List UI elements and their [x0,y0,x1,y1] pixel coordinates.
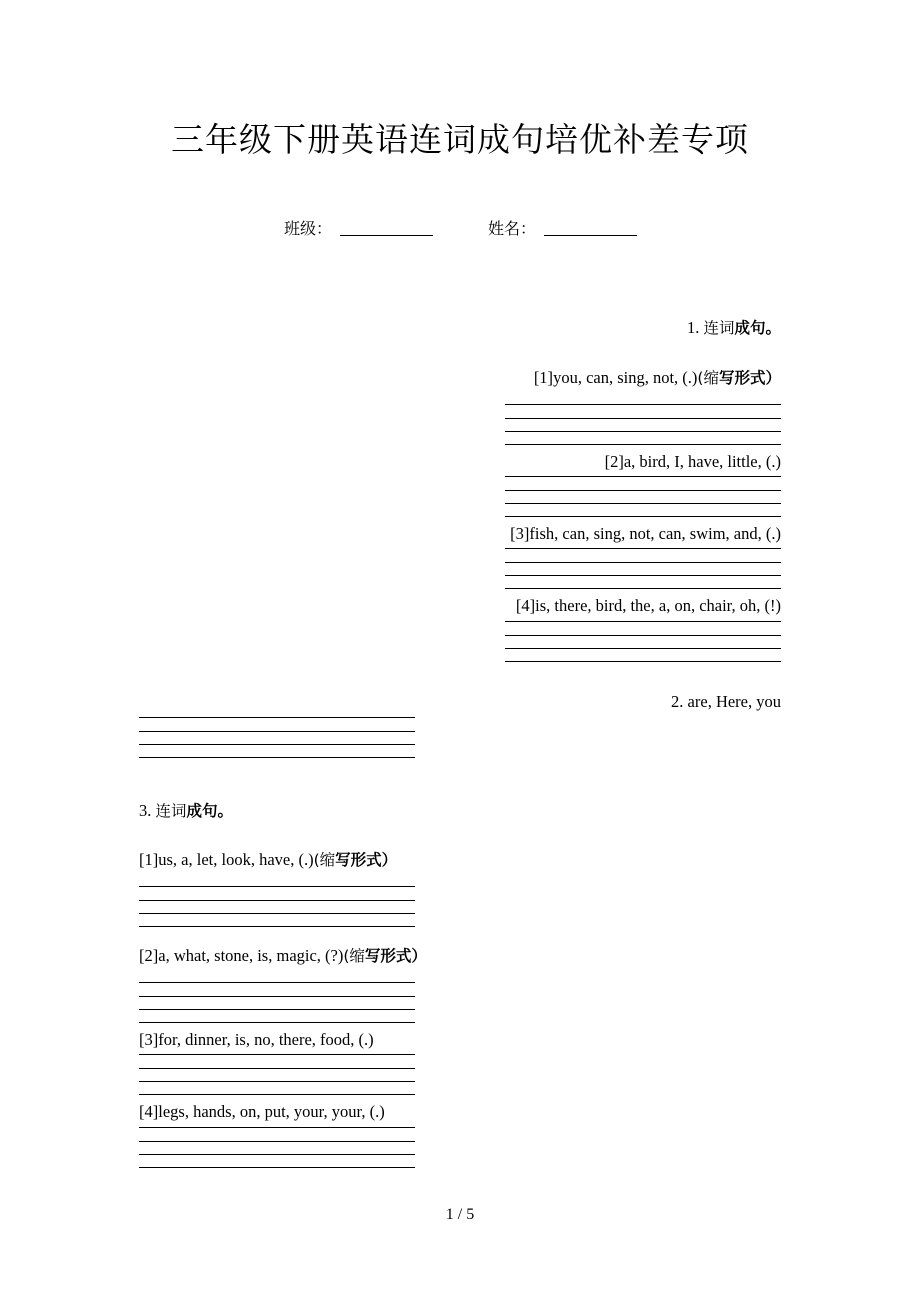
item-number: [2] [139,946,159,965]
answer-line [505,661,781,662]
answer-line [139,1081,415,1082]
section3-item-4 [139,1102,385,1122]
item-note-a: (缩 [697,369,719,387]
section1-item-1 [534,366,781,388]
answer-line [139,1094,415,1095]
answer-line [139,1022,415,1023]
item-words: fish, can, sing, not, can, swim, and, (.) [529,524,781,543]
section3-number: 3. [139,801,152,820]
item-words: us, a, let, look, have, (.) [158,850,314,869]
item-words: a, what, stone, is, magic, (?) [158,946,344,965]
section1-heading-a: 连词 [703,319,735,337]
section1-item-4 [516,596,781,616]
item-words: a, bird, I, have, little, (.) [623,452,781,471]
name-label: 姓名： [488,219,537,238]
answer-line [505,418,781,419]
answer-line [505,575,781,576]
item-note-b: 写形式） [364,947,427,965]
name-blank-line [544,235,637,236]
answer-line [505,503,781,504]
item-note-a: (缩 [343,947,365,965]
section3-heading-b: 成句。 [186,802,234,820]
answer-line [139,1127,415,1128]
section2-number: 2. [671,692,684,711]
answer-line [139,900,415,901]
answer-line [139,744,415,745]
item-words: for, dinner, is, no, there, food, (.) [158,1030,374,1049]
answer-line [139,913,415,914]
section1-heading [687,316,781,338]
section3-item-1 [139,848,397,870]
answer-line [139,996,415,997]
item-number: [4] [139,1102,159,1121]
item-words: legs, hands, on, put, your, your, (.) [158,1102,385,1121]
class-label: 班级： [284,219,333,238]
section1-item-3 [510,524,781,544]
section2-words: are, Here, you [687,692,781,711]
answer-line [505,635,781,636]
item-note-a: (缩 [313,851,336,869]
answer-line [139,1068,415,1069]
answer-line [505,476,781,477]
answer-line [505,648,781,649]
item-number: [3] [510,524,530,543]
answer-line [139,1009,415,1010]
answer-line [505,444,781,445]
section3-item-3 [139,1030,374,1050]
answer-line [139,886,415,887]
item-words: you, can, sing, not, (.) [553,368,698,387]
answer-line [505,431,781,432]
item-number: [3] [139,1030,159,1049]
page-title: 三年级下册英语连词成句培优补差专项 [171,120,749,159]
page-number: 1 / 5 [445,1206,475,1223]
answer-line [505,404,781,405]
section1-heading-b: 成句。 [734,319,781,337]
section2-question [671,692,781,712]
answer-line [505,562,781,563]
answer-line [505,621,781,622]
item-note-b: 写形式） [335,851,398,869]
item-number: [2] [604,452,624,471]
answer-line [139,1167,415,1168]
section1-item-2 [605,452,781,472]
answer-line [139,731,415,732]
item-words: is, there, bird, the, a, on, chair, oh, (!) [535,596,781,615]
answer-line [505,490,781,491]
answer-line [139,717,415,718]
item-note-b: 写形式） [718,369,781,387]
section3-heading [139,799,233,821]
section3-heading-a: 连词 [155,802,187,820]
item-number: [1] [139,850,159,869]
answer-line [139,926,415,927]
item-number: [4] [515,596,536,615]
answer-line [139,757,415,758]
answer-line [139,982,415,983]
item-number: [1] [533,368,554,387]
answer-line [505,548,781,549]
section1-number: 1. [686,318,700,337]
class-blank-line [340,235,433,236]
answer-line [505,516,781,517]
answer-line [139,1154,415,1155]
answer-line [139,1054,415,1055]
answer-line [139,1141,415,1142]
section3-item-2 [139,944,427,966]
answer-line [505,588,781,589]
